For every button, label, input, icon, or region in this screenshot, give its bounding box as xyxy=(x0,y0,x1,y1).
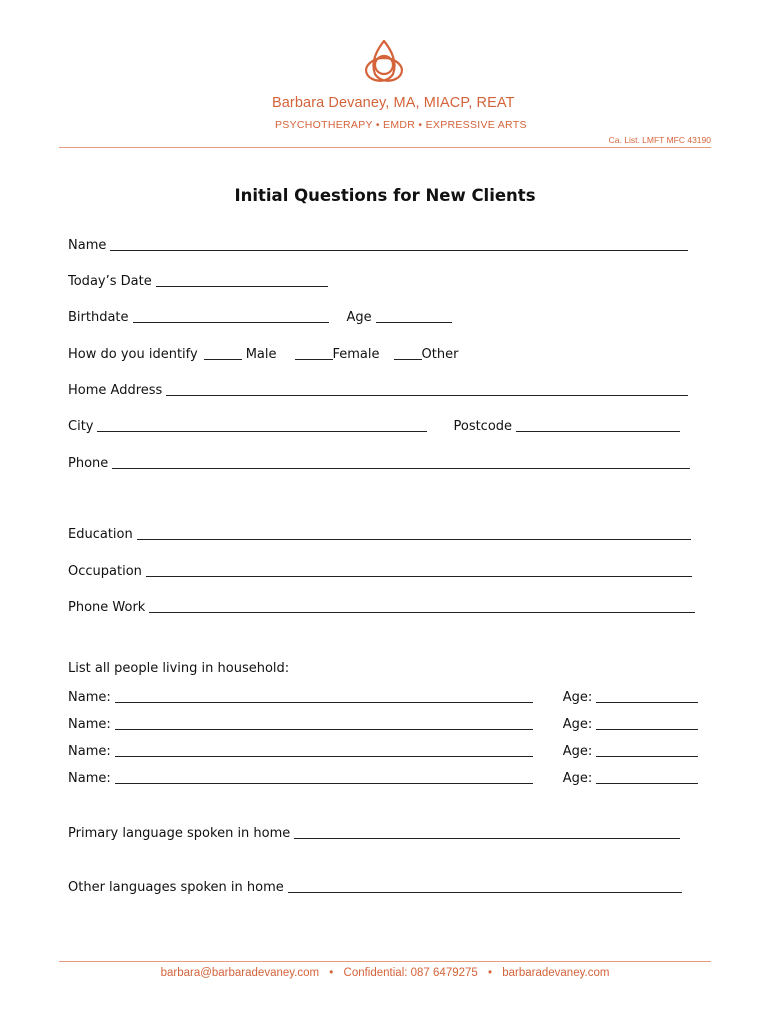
footer xyxy=(0,967,770,979)
female-label: Female xyxy=(332,347,380,362)
education-blank[interactable] xyxy=(137,527,691,540)
female-blank[interactable] xyxy=(295,347,333,360)
education-row xyxy=(68,525,691,543)
home-address-blank[interactable] xyxy=(166,383,688,396)
home-address-label: Home Address xyxy=(68,383,163,398)
household-age-blank[interactable] xyxy=(596,744,698,757)
household-name-label: Name: xyxy=(68,717,111,732)
birthdate-blank[interactable] xyxy=(133,310,329,323)
male-label: Male xyxy=(245,347,277,362)
household-age-label: Age: xyxy=(562,744,593,759)
household-age-blank[interactable] xyxy=(596,690,698,703)
household-name-label: Name: xyxy=(68,690,111,705)
identify-label: How do you identify xyxy=(68,347,198,362)
other-label: Other xyxy=(421,347,459,362)
age-blank[interactable] xyxy=(376,310,452,323)
occupation-row xyxy=(68,562,692,580)
footer-separator: • xyxy=(329,967,334,979)
phone-work-row xyxy=(68,598,695,616)
todays-date-label: Today’s Date xyxy=(68,274,152,289)
household-row xyxy=(68,688,698,706)
household-age-blank[interactable] xyxy=(596,717,698,730)
todays-date-row xyxy=(68,272,328,290)
city-blank[interactable] xyxy=(97,419,427,432)
other-languages-label: Other languages spoken in home xyxy=(68,880,284,895)
household-age-label: Age: xyxy=(562,771,593,786)
footer-website[interactable]: barbaradevaney.com xyxy=(502,967,610,979)
primary-language-row xyxy=(68,824,680,842)
other-languages-blank[interactable] xyxy=(288,880,682,893)
city-row xyxy=(68,417,680,435)
header-divider xyxy=(59,147,711,148)
household-name-label: Name: xyxy=(68,744,111,759)
postcode-blank[interactable] xyxy=(516,419,680,432)
footer-separator: • xyxy=(488,967,493,979)
identify-row xyxy=(68,345,458,363)
practice-tagline: PSYCHOTHERAPY • EMDR • EXPRESSIVE ARTS xyxy=(275,119,527,131)
household-heading-row xyxy=(68,661,289,677)
other-languages-row xyxy=(68,878,682,896)
form-title: Initial Questions for New Clients xyxy=(234,186,536,205)
household-name-blank[interactable] xyxy=(115,744,533,757)
practitioner-name: Barbara Devaney, MA, MIACP, REAT xyxy=(272,95,515,111)
footer-email[interactable]: barbara@barbaradevaney.com xyxy=(160,967,320,979)
phone-blank[interactable] xyxy=(112,456,690,469)
license-number: Ca. List. LMFT MFC 43190 xyxy=(608,135,711,145)
birthdate-label: Birthdate xyxy=(68,310,129,325)
celtic-triquetra-icon xyxy=(359,38,409,84)
household-age-label: Age: xyxy=(562,717,593,732)
footer-divider xyxy=(59,961,711,962)
household-name-blank[interactable] xyxy=(115,690,533,703)
household-name-blank[interactable] xyxy=(115,771,533,784)
occupation-label: Occupation xyxy=(68,564,142,579)
household-age-blank[interactable] xyxy=(596,771,698,784)
other-blank[interactable] xyxy=(394,347,422,360)
occupation-blank[interactable] xyxy=(146,564,692,577)
male-blank[interactable] xyxy=(204,347,242,360)
household-row xyxy=(68,769,698,787)
phone-row xyxy=(68,454,690,472)
age-label: Age xyxy=(346,310,372,325)
primary-language-label: Primary language spoken in home xyxy=(68,826,291,841)
name-label: Name xyxy=(68,238,107,253)
city-label: City xyxy=(68,419,94,434)
postcode-label: Postcode xyxy=(453,419,513,434)
footer-confidential: Confidential: 087 6479275 xyxy=(343,967,478,979)
todays-date-blank[interactable] xyxy=(156,274,328,287)
household-name-blank[interactable] xyxy=(115,717,533,730)
household-name-label: Name: xyxy=(68,771,111,786)
name-blank[interactable] xyxy=(110,238,688,251)
primary-language-blank[interactable] xyxy=(294,826,680,839)
home-address-row xyxy=(68,381,688,399)
phone-label: Phone xyxy=(68,456,109,471)
household-row xyxy=(68,715,698,733)
phone-work-label: Phone Work xyxy=(68,600,146,615)
household-heading: List all people living in household: xyxy=(68,661,290,676)
education-label: Education xyxy=(68,527,133,542)
phone-work-blank[interactable] xyxy=(149,600,695,613)
birthdate-row xyxy=(68,308,452,326)
name-row xyxy=(68,236,688,254)
household-row xyxy=(68,742,698,760)
household-age-label: Age: xyxy=(562,690,593,705)
